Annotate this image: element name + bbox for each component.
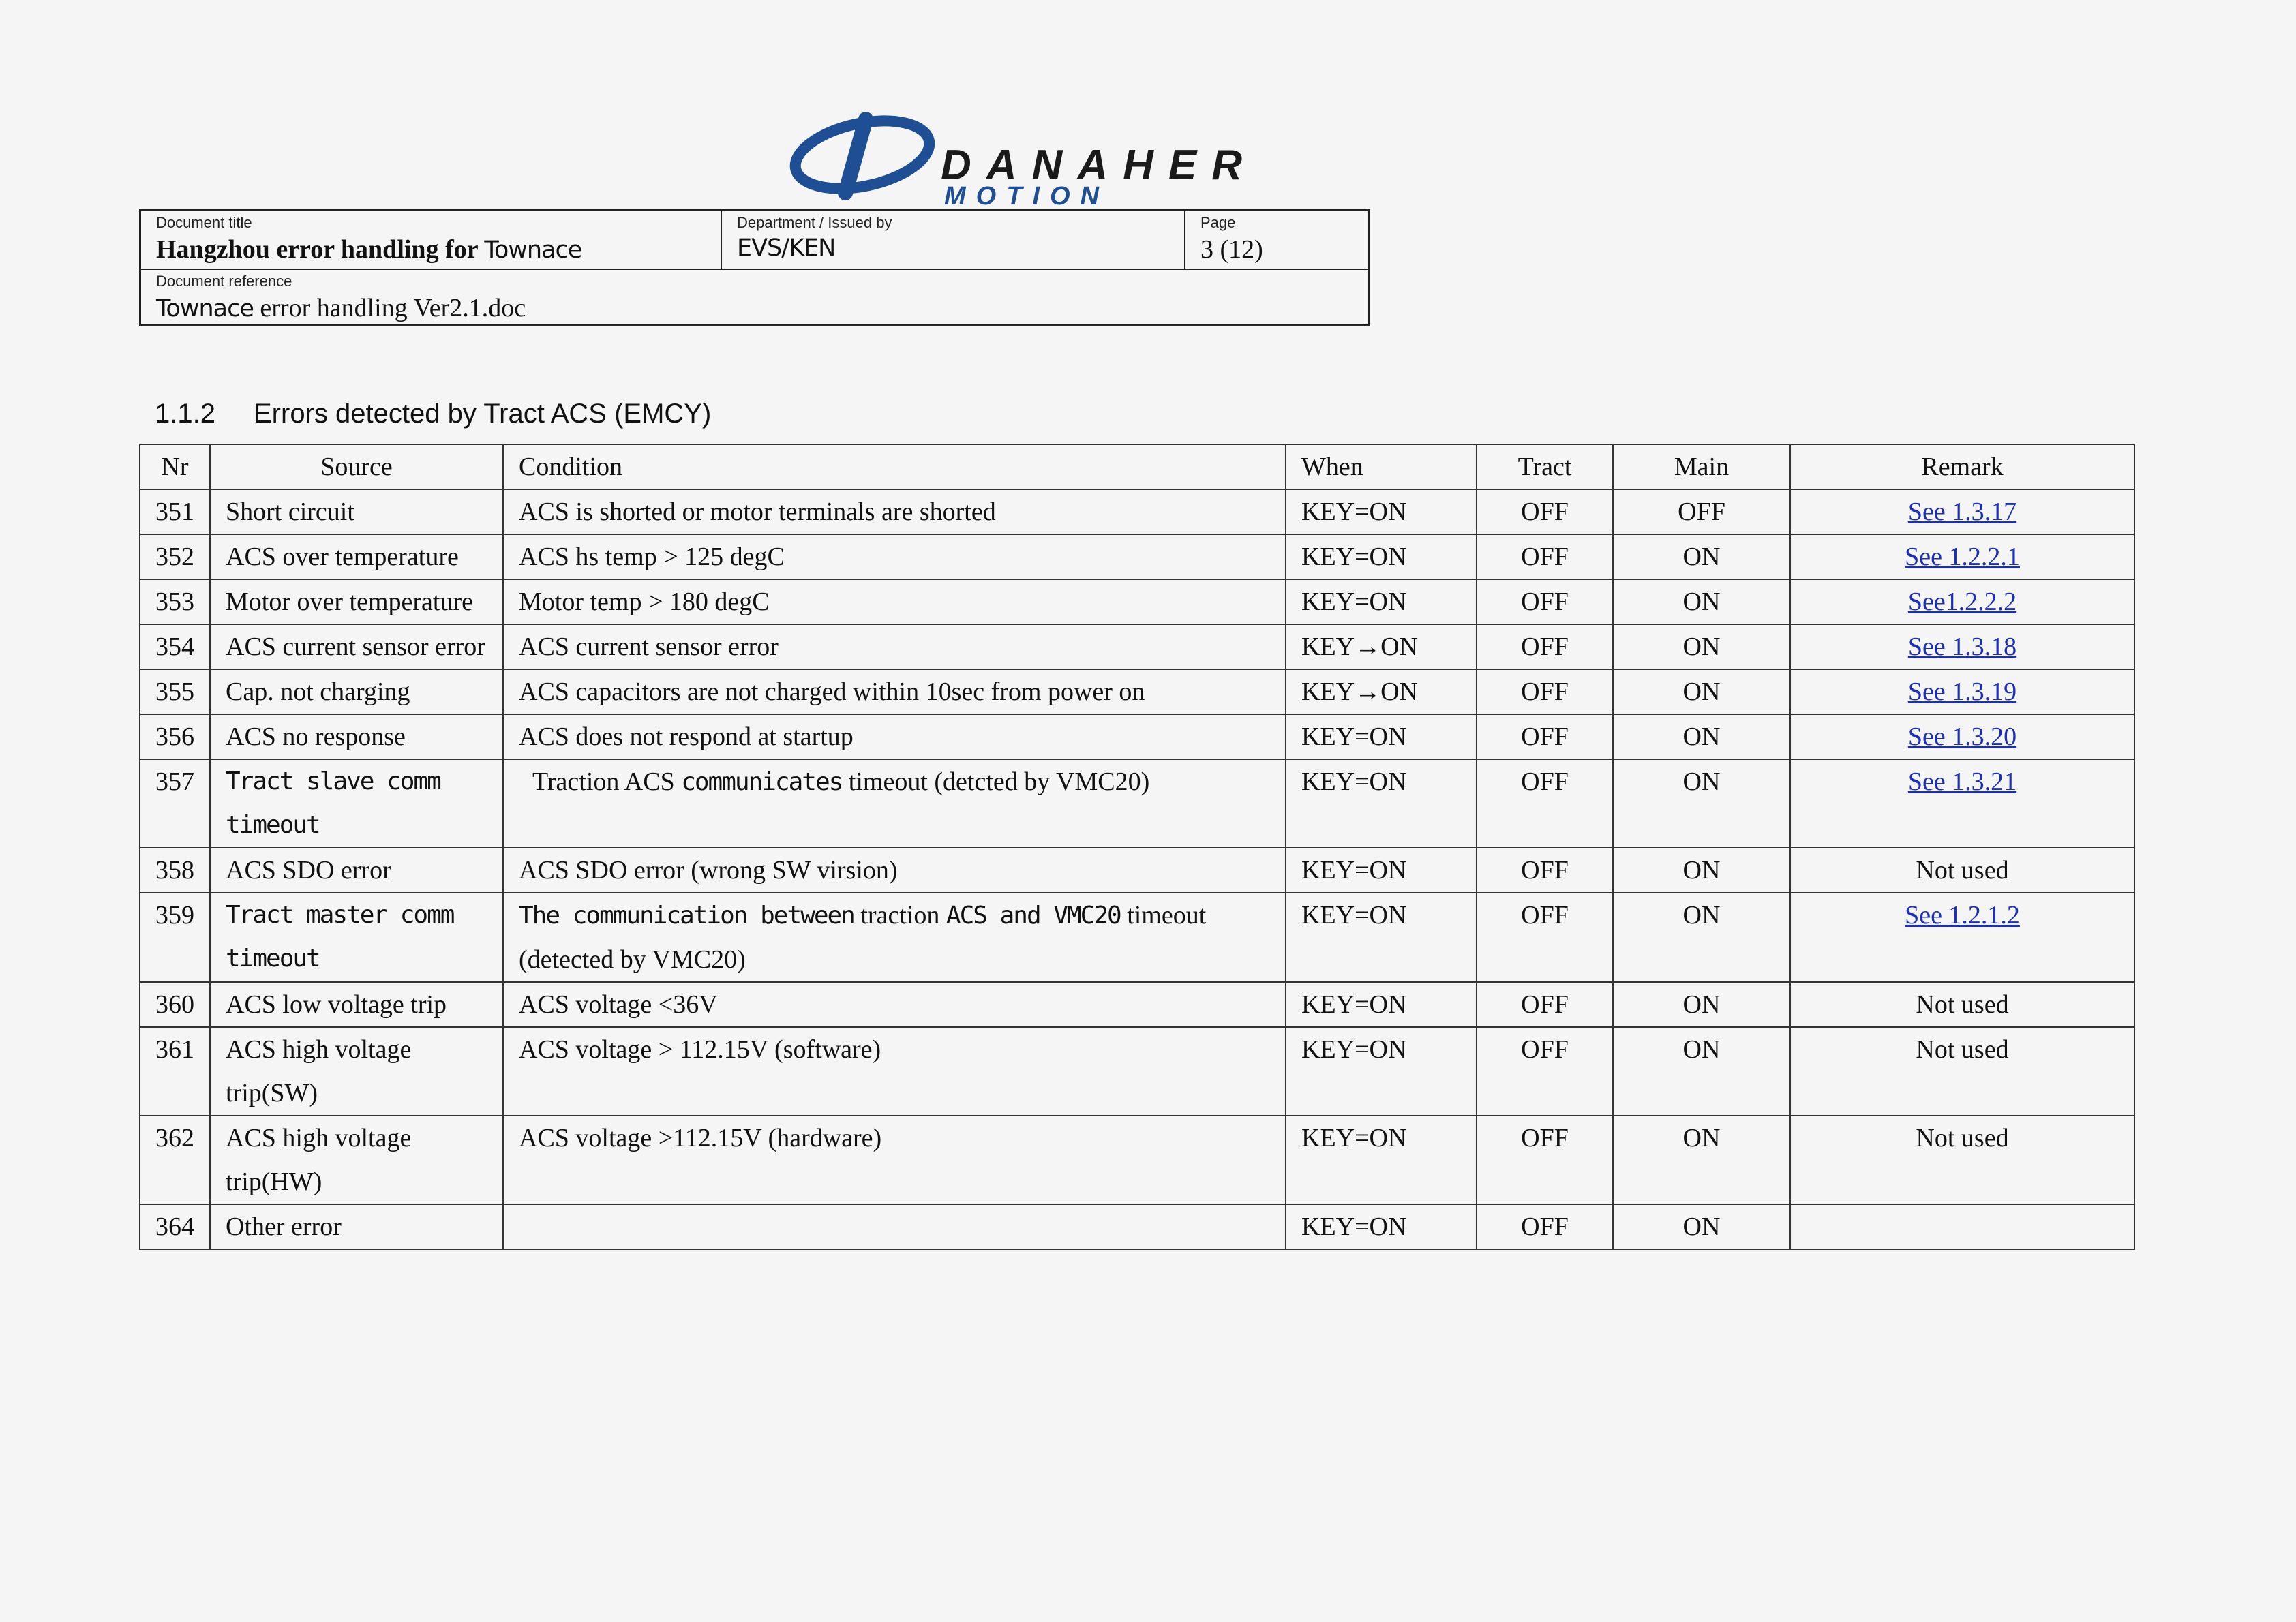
- cell-condition: The communication between traction ACS and VMC20 timeout (detected by VMC20): [503, 893, 1286, 982]
- cell-remark: [1790, 489, 2134, 534]
- department-cell: [722, 211, 1185, 270]
- cell-when: KEY→ON: [1286, 669, 1477, 714]
- cell-remark: [1790, 893, 2134, 982]
- department-label: Department / Issued by: [737, 214, 892, 231]
- table-row: [140, 759, 2134, 848]
- remark-link[interactable]: See 1.3.18: [1907, 632, 2017, 661]
- cell-remark: [1790, 624, 2134, 669]
- cell-main: ON: [1613, 534, 1790, 579]
- cell-main: ON: [1613, 579, 1790, 624]
- cell-tract: OFF: [1477, 1027, 1613, 1116]
- cell-source: Motor over temperature: [210, 579, 503, 624]
- cell-remark: [1790, 579, 2134, 624]
- cell-nr: 353: [140, 579, 210, 624]
- department-value: EVS/KEN: [737, 234, 836, 262]
- cell-nr: 360: [140, 982, 210, 1027]
- table-row: [140, 669, 2134, 714]
- cell-nr: 361: [140, 1027, 210, 1116]
- cell-main: ON: [1613, 1027, 1790, 1116]
- doc-reference-label: Document reference: [156, 273, 292, 290]
- cell-main: ON: [1613, 893, 1790, 982]
- cell-nr: 359: [140, 893, 210, 982]
- cell-main: OFF: [1613, 489, 1790, 534]
- section-number: 1.1.2: [155, 399, 215, 429]
- cell-source: ACS SDO error: [210, 848, 503, 893]
- table-row: [140, 848, 2134, 893]
- cell-remark: [1790, 714, 2134, 759]
- cell-condition: Motor temp > 180 degC: [503, 579, 1286, 624]
- table-row: [140, 1204, 2134, 1249]
- cell-tract: OFF: [1477, 982, 1613, 1027]
- cell-nr: 358: [140, 848, 210, 893]
- cell-source: Cap. not charging: [210, 669, 503, 714]
- cell-nr: 355: [140, 669, 210, 714]
- col-header-tract: Tract: [1477, 444, 1613, 489]
- cell-tract: OFF: [1477, 579, 1613, 624]
- cell-nr: 357: [140, 759, 210, 848]
- cell-tract: OFF: [1477, 624, 1613, 669]
- cell-source: ACS no response: [210, 714, 503, 759]
- cell-remark: [1790, 534, 2134, 579]
- cell-when: KEY=ON: [1286, 848, 1477, 893]
- cell-source: ACS high voltage trip(SW): [210, 1027, 503, 1116]
- cell-condition: ACS voltage >112.15V (hardware): [503, 1116, 1286, 1204]
- cell-remark: Not used: [1790, 848, 2134, 893]
- section-title: Errors detected by Tract ACS (EMCY): [254, 399, 712, 429]
- cell-source: Tract master comm timeout: [210, 893, 503, 982]
- cell-tract: OFF: [1477, 1116, 1613, 1204]
- doc-title-label: Document title: [156, 214, 252, 231]
- cell-remark: [1790, 669, 2134, 714]
- danaher-logo: [784, 112, 1323, 215]
- cell-remark: [1790, 1204, 2134, 1249]
- cell-condition: ACS voltage > 112.15V (software): [503, 1027, 1286, 1116]
- cell-nr: 351: [140, 489, 210, 534]
- cell-when: KEY=ON: [1286, 1027, 1477, 1116]
- cell-condition: ACS voltage <36V: [503, 982, 1286, 1027]
- cell-remark: Not used: [1790, 982, 2134, 1027]
- page-cell: [1185, 211, 1368, 270]
- cell-source: ACS current sensor error: [210, 624, 503, 669]
- page-value: 3 (12): [1200, 235, 1263, 264]
- cell-main: ON: [1613, 982, 1790, 1027]
- danaher-swoosh-icon: [784, 112, 941, 215]
- col-header-condition: Condition: [503, 444, 1286, 489]
- cell-when: KEY→ON: [1286, 624, 1477, 669]
- cell-condition: ACS is shorted or motor terminals are shorted: [503, 489, 1286, 534]
- remark-link[interactable]: See 1.2.1.2: [1905, 901, 2020, 930]
- cell-when: KEY=ON: [1286, 1204, 1477, 1249]
- cell-remark: [1790, 759, 2134, 848]
- cell-source: Short circuit: [210, 489, 503, 534]
- table-row: [140, 489, 2134, 534]
- cell-condition: Traction ACS communicates timeout (detcted by VMC20): [503, 759, 1286, 848]
- table-row: [140, 534, 2134, 579]
- cell-main: ON: [1613, 714, 1790, 759]
- document-header: [139, 209, 1370, 326]
- cell-source: Other error: [210, 1204, 503, 1249]
- cell-when: KEY=ON: [1286, 579, 1477, 624]
- col-header-when: When: [1286, 444, 1477, 489]
- cell-remark: Not used: [1790, 1027, 2134, 1116]
- cell-nr: 354: [140, 624, 210, 669]
- cell-when: KEY=ON: [1286, 714, 1477, 759]
- table-row: [140, 579, 2134, 624]
- cell-condition: ACS does not respond at startup: [503, 714, 1286, 759]
- table-row: [140, 1116, 2134, 1204]
- table-row: [140, 624, 2134, 669]
- cell-condition: ACS SDO error (wrong SW virsion): [503, 848, 1286, 893]
- cell-nr: 352: [140, 534, 210, 579]
- cell-nr: 362: [140, 1116, 210, 1204]
- cell-when: KEY=ON: [1286, 534, 1477, 579]
- error-table: [139, 444, 2135, 1250]
- remark-link[interactable]: See 1.3.19: [1907, 677, 2017, 706]
- table-header-row: [140, 444, 2134, 489]
- cell-remark: Not used: [1790, 1116, 2134, 1204]
- col-header-main: Main: [1613, 444, 1790, 489]
- cell-source: ACS high voltage trip(HW): [210, 1116, 503, 1204]
- table-row: [140, 893, 2134, 982]
- cell-tract: OFF: [1477, 714, 1613, 759]
- cell-nr: 364: [140, 1204, 210, 1249]
- remark-link[interactable]: See 1.3.20: [1907, 722, 2017, 751]
- remark-link[interactable]: See 1.3.21: [1907, 767, 2017, 796]
- remark-link[interactable]: See1.2.2.2: [1907, 587, 2017, 616]
- cell-tract: OFF: [1477, 669, 1613, 714]
- doc-title-cell: [141, 211, 722, 270]
- section-heading: [155, 399, 711, 429]
- logo-sub-text: MOTION: [944, 182, 1109, 211]
- cell-tract: OFF: [1477, 1204, 1613, 1249]
- cell-main: ON: [1613, 669, 1790, 714]
- col-header-nr: Nr: [140, 444, 210, 489]
- cell-condition: ACS hs temp > 125 degC: [503, 534, 1286, 579]
- table-row: [140, 982, 2134, 1027]
- doc-reference-cell: [141, 270, 1368, 324]
- table-row: [140, 714, 2134, 759]
- cell-main: ON: [1613, 848, 1790, 893]
- cell-when: KEY=ON: [1286, 1116, 1477, 1204]
- cell-tract: OFF: [1477, 534, 1613, 579]
- cell-condition: [503, 1204, 1286, 1249]
- cell-when: KEY=ON: [1286, 893, 1477, 982]
- cell-main: ON: [1613, 1204, 1790, 1249]
- cell-tract: OFF: [1477, 759, 1613, 848]
- cell-source: ACS over temperature: [210, 534, 503, 579]
- cell-when: KEY=ON: [1286, 982, 1477, 1027]
- cell-condition: ACS current sensor error: [503, 624, 1286, 669]
- cell-source: ACS low voltage trip: [210, 982, 503, 1027]
- cell-when: KEY=ON: [1286, 489, 1477, 534]
- cell-condition: ACS capacitors are not charged within 10sec from power on: [503, 669, 1286, 714]
- cell-source: Tract slave comm timeout: [210, 759, 503, 848]
- doc-title-value: Hangzhou error handling for Townace: [156, 235, 582, 264]
- page-label: Page: [1200, 214, 1236, 231]
- cell-when: KEY=ON: [1286, 759, 1477, 848]
- col-header-remark: Remark: [1790, 444, 2134, 489]
- cell-main: ON: [1613, 1116, 1790, 1204]
- cell-main: ON: [1613, 624, 1790, 669]
- col-header-source: Source: [210, 444, 503, 489]
- cell-tract: OFF: [1477, 848, 1613, 893]
- remark-link[interactable]: See 1.2.2.1: [1905, 542, 2020, 571]
- cell-tract: OFF: [1477, 489, 1613, 534]
- remark-link[interactable]: See 1.3.17: [1907, 498, 2017, 526]
- doc-reference-value: Townace error handling Ver2.1.doc: [156, 294, 526, 322]
- table-row: [140, 1027, 2134, 1116]
- cell-tract: OFF: [1477, 893, 1613, 982]
- logo-brand-text: DANAHER: [941, 142, 1257, 189]
- cell-nr: 356: [140, 714, 210, 759]
- cell-main: ON: [1613, 759, 1790, 848]
